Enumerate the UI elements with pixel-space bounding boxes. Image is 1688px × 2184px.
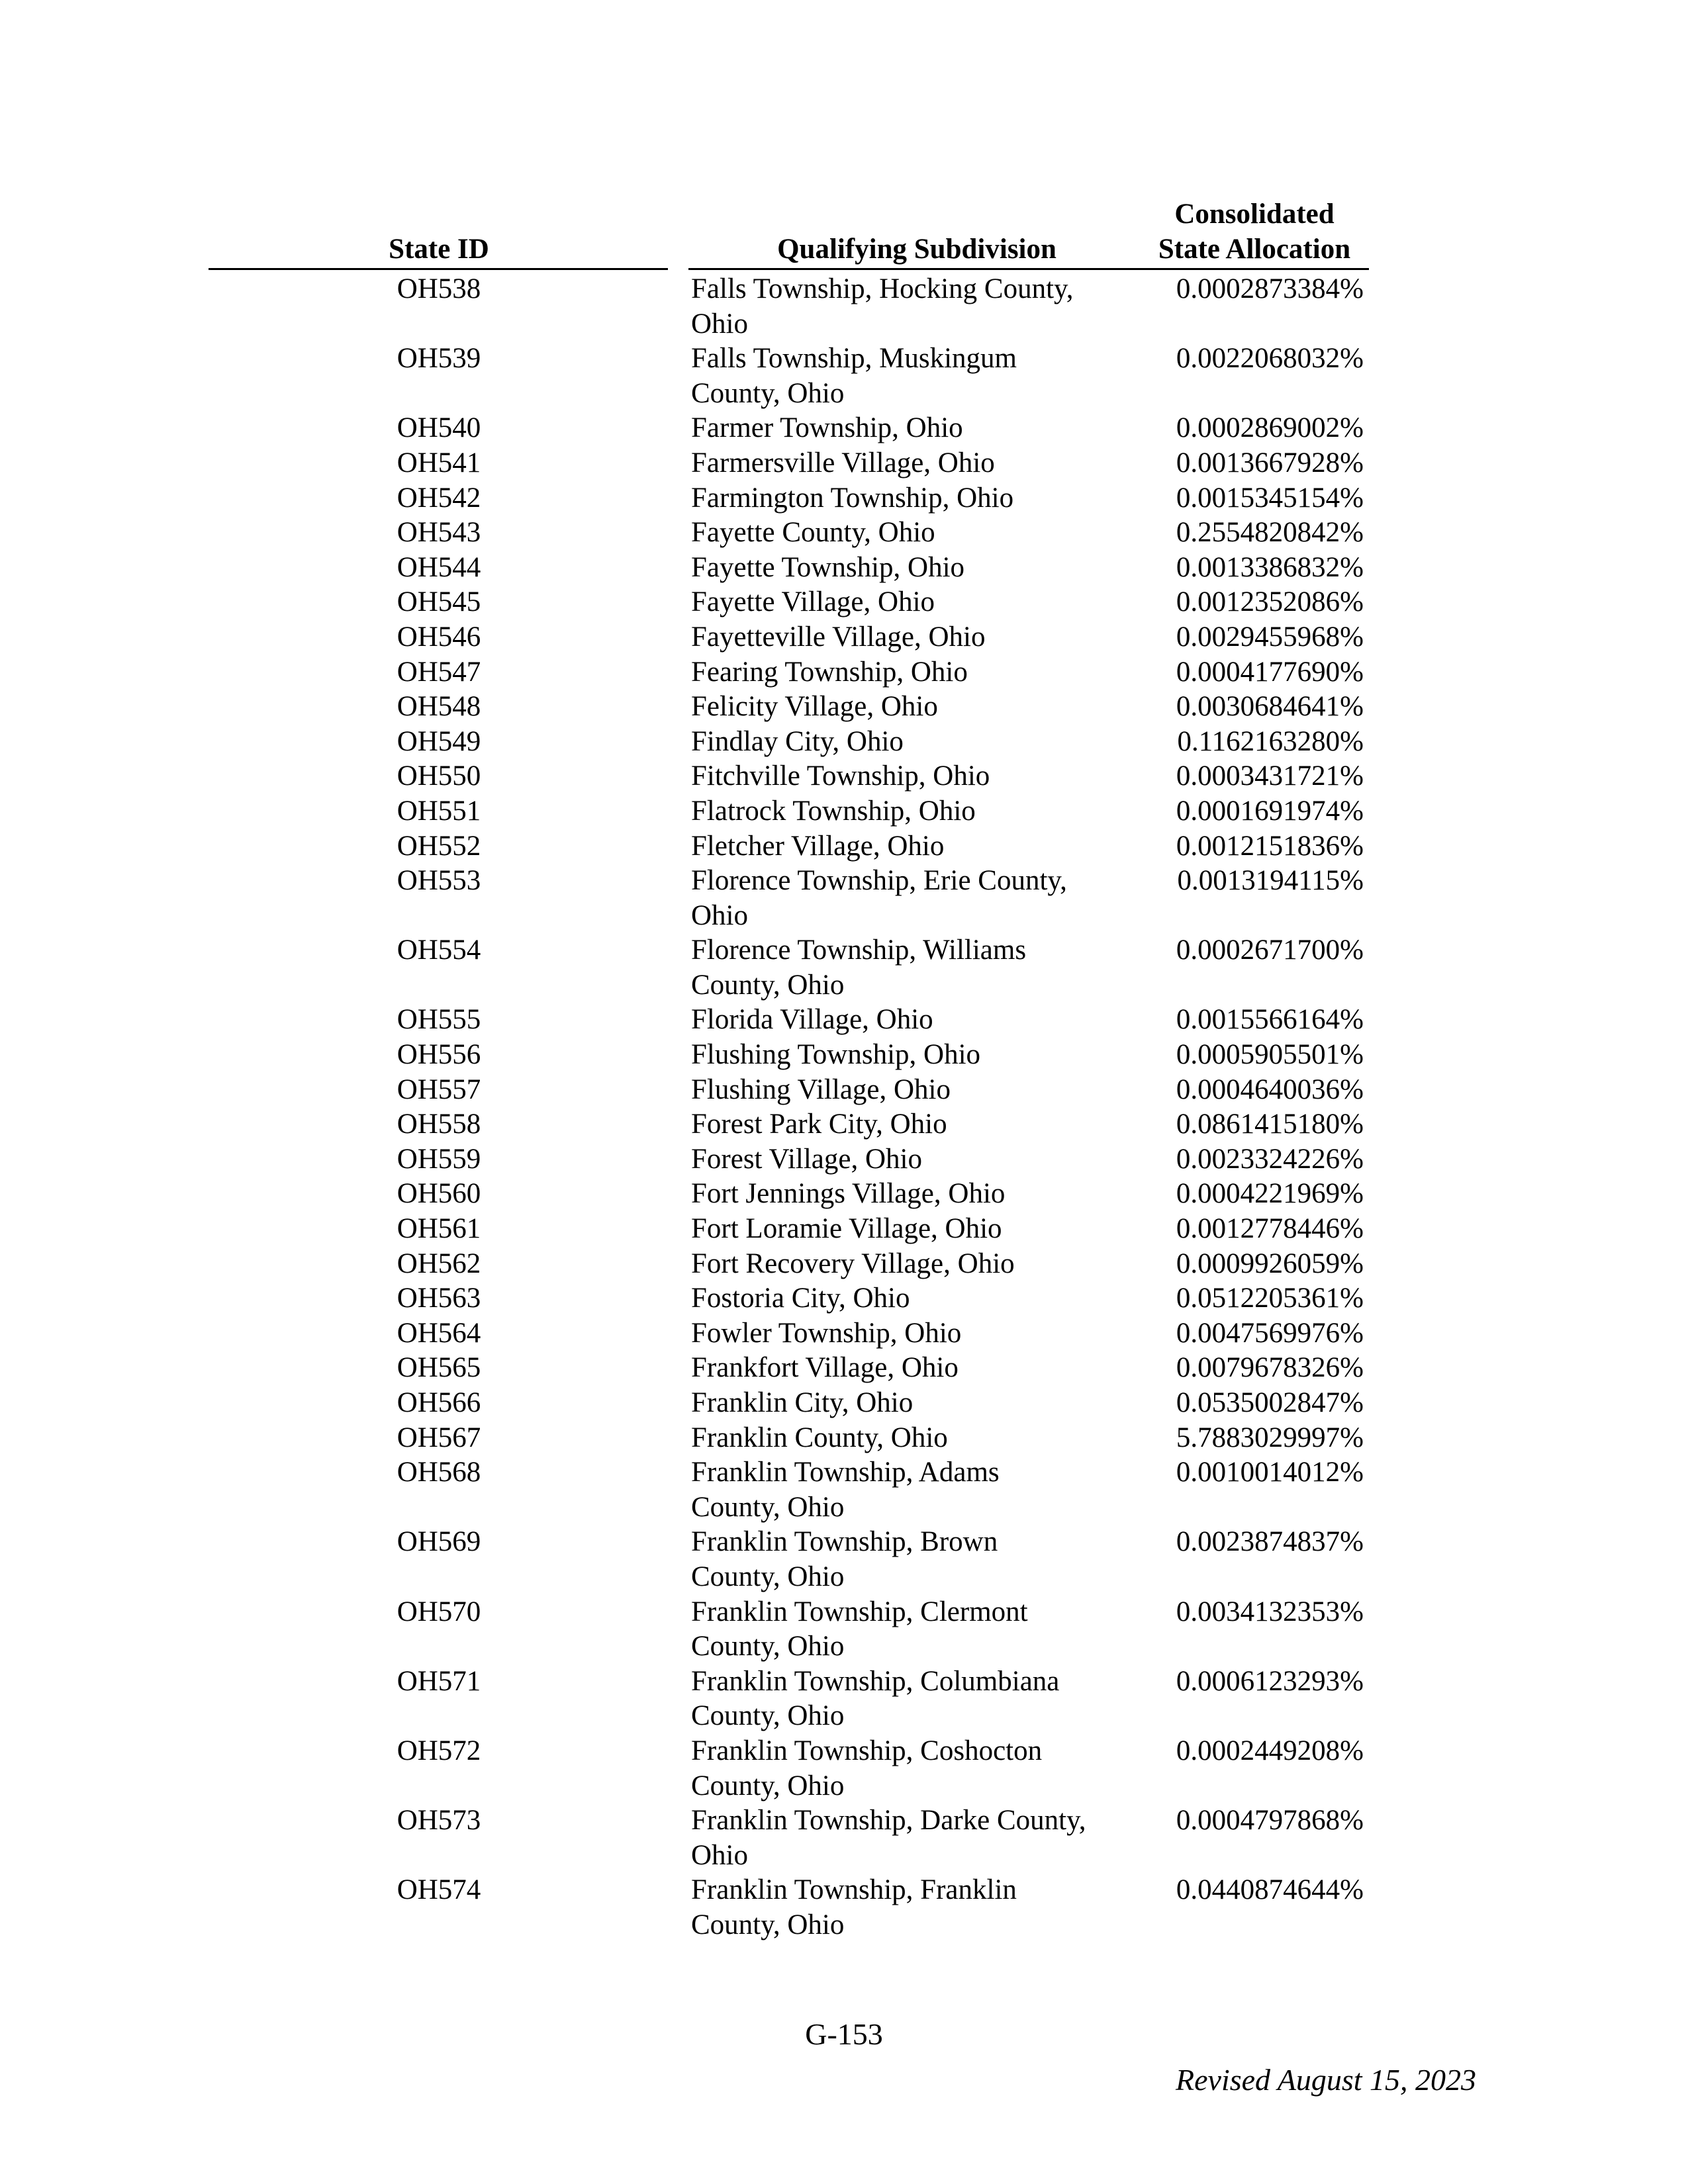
subdivision-cell xyxy=(691,1316,1148,1351)
subdivision-line: Findlay City, Ohio xyxy=(691,725,904,757)
state-id-cell: OH560 xyxy=(397,1178,481,1210)
table-row xyxy=(0,585,1688,620)
table-row xyxy=(0,1803,1688,1873)
allocation-cell: 0.0005905501% xyxy=(1176,1039,1364,1071)
allocation-cell: 0.2554820842% xyxy=(1176,517,1364,549)
allocation-cell: 0.0002873384% xyxy=(1176,273,1364,304)
subdivision-cell xyxy=(691,1525,1148,1594)
table-row xyxy=(0,690,1688,725)
subdivision-line: County, Ohio xyxy=(691,1491,845,1523)
allocation-cell: 0.0512205361% xyxy=(1176,1283,1364,1314)
subdivision-cell xyxy=(691,829,1148,864)
subdivision-line: Ohio xyxy=(691,899,748,931)
state-id-cell: OH541 xyxy=(397,447,481,478)
subdivision-line: Florida Village, Ohio xyxy=(691,1004,933,1036)
allocation-cell: 0.0010014012% xyxy=(1176,1457,1364,1488)
subdivision-cell xyxy=(691,341,1148,411)
state-id-cell: OH550 xyxy=(397,760,481,792)
state-id-cell: OH557 xyxy=(397,1073,481,1105)
state-id-cell: OH559 xyxy=(397,1143,481,1175)
table-row xyxy=(0,655,1688,690)
state-id-cell: OH555 xyxy=(397,1004,481,1036)
revised-date: Revised August 15, 2023 xyxy=(1176,2063,1476,2097)
subdivision-cell xyxy=(691,1351,1148,1386)
state-id-cell: OH574 xyxy=(397,1874,481,1906)
allocation-cell: 0.1162163280% xyxy=(1177,725,1364,757)
allocation-cell: 0.0004797868% xyxy=(1176,1805,1364,1837)
subdivision-line: Franklin City, Ohio xyxy=(691,1387,914,1418)
table-row xyxy=(0,1595,1688,1664)
subdivision-cell xyxy=(691,690,1148,725)
allocation-cell: 0.0004177690% xyxy=(1176,656,1364,688)
subdivision-cell xyxy=(691,1421,1148,1456)
allocation-cell: 0.0004221969% xyxy=(1176,1178,1364,1210)
subdivision-line: Falls Township, Hocking County, xyxy=(691,273,1074,304)
subdivision-line: Forest Village, Ohio xyxy=(691,1143,922,1175)
subdivision-line: County, Ohio xyxy=(691,377,845,409)
allocation-cell: 0.0535002847% xyxy=(1176,1387,1364,1418)
subdivision-line: Fort Recovery Village, Ohio xyxy=(691,1248,1015,1279)
state-id-cell: OH568 xyxy=(397,1457,481,1488)
subdivision-line: Franklin Township, Columbiana xyxy=(691,1665,1060,1697)
subdivision-cell xyxy=(691,1107,1148,1142)
page-number: G-153 xyxy=(805,2017,883,2051)
subdivision-line: Farmersville Village, Ohio xyxy=(691,447,995,478)
table-row xyxy=(0,446,1688,481)
state-id-cell: OH570 xyxy=(397,1596,481,1627)
allocation-cell: 0.0002869002% xyxy=(1176,412,1364,444)
subdivision-line: Fletcher Village, Ohio xyxy=(691,830,945,862)
subdivision-line: Flatrock Township, Ohio xyxy=(691,795,976,827)
subdivision-line: Franklin Township, Adams xyxy=(691,1457,1000,1488)
table-row xyxy=(0,551,1688,586)
subdivision-line: Farmington Township, Ohio xyxy=(691,482,1014,514)
subdivision-line: County, Ohio xyxy=(691,1561,845,1592)
table-row xyxy=(0,1142,1688,1177)
table-row xyxy=(0,725,1688,760)
table-row xyxy=(0,1455,1688,1525)
state-id-cell: OH554 xyxy=(397,934,481,966)
state-id-cell: OH563 xyxy=(397,1283,481,1314)
subdivision-line: Florence Township, Erie County, xyxy=(691,865,1067,897)
subdivision-line: Felicity Village, Ohio xyxy=(691,691,938,723)
subdivision-line: Franklin Township, Franklin xyxy=(691,1874,1017,1906)
subdivision-line: County, Ohio xyxy=(691,1909,845,1940)
state-id-cell: OH549 xyxy=(397,725,481,757)
subdivision-line: Fearing Township, Ohio xyxy=(691,656,968,688)
subdivision-cell xyxy=(691,620,1148,655)
table-row xyxy=(0,1525,1688,1594)
header-state-id: State ID xyxy=(389,234,489,265)
state-id-cell: OH545 xyxy=(397,586,481,618)
state-id-cell: OH551 xyxy=(397,795,481,827)
state-id-cell: OH539 xyxy=(397,343,481,375)
subdivision-cell xyxy=(691,1212,1148,1247)
table-row xyxy=(0,1873,1688,1942)
allocation-cell: 0.0079678326% xyxy=(1176,1352,1364,1384)
table-row xyxy=(0,1212,1688,1247)
subdivision-line: Fitchville Township, Ohio xyxy=(691,760,990,792)
allocation-cell: 0.0012151836% xyxy=(1176,830,1364,862)
state-id-cell: OH566 xyxy=(397,1387,481,1418)
table-row xyxy=(0,1316,1688,1351)
state-id-cell: OH558 xyxy=(397,1109,481,1140)
table-row xyxy=(0,864,1688,933)
subdivision-line: Fayetteville Village, Ohio xyxy=(691,621,986,653)
table-row xyxy=(0,1038,1688,1073)
subdivision-line: Fowler Township, Ohio xyxy=(691,1317,962,1349)
subdivision-cell xyxy=(691,411,1148,446)
subdivision-cell xyxy=(691,933,1148,1003)
state-id-cell: OH540 xyxy=(397,412,481,444)
table-row xyxy=(0,1247,1688,1282)
subdivision-cell xyxy=(691,1803,1148,1873)
table-row xyxy=(0,1073,1688,1108)
state-id-cell: OH571 xyxy=(397,1665,481,1697)
subdivision-line: Fayette Township, Ohio xyxy=(691,551,965,583)
state-id-cell: OH561 xyxy=(397,1213,481,1245)
allocation-cell: 0.0013386832% xyxy=(1176,551,1364,583)
table-row xyxy=(0,272,1688,341)
table-row xyxy=(0,341,1688,411)
allocation-cell: 0.0009926059% xyxy=(1176,1248,1364,1279)
subdivision-cell xyxy=(691,1734,1148,1803)
state-id-cell: OH553 xyxy=(397,865,481,897)
state-id-cell: OH544 xyxy=(397,551,481,583)
subdivision-line: County, Ohio xyxy=(691,1770,845,1801)
header-rule-state-id xyxy=(209,268,668,270)
subdivision-line: County, Ohio xyxy=(691,969,845,1001)
subdivision-cell xyxy=(691,1664,1148,1734)
subdivision-cell xyxy=(691,725,1148,760)
subdivision-line: Farmer Township, Ohio xyxy=(691,412,963,444)
state-id-cell: OH548 xyxy=(397,691,481,723)
subdivision-cell xyxy=(691,1281,1148,1316)
allocation-cell: 0.0013667928% xyxy=(1176,447,1364,478)
allocation-cell: 0.0012352086% xyxy=(1176,586,1364,618)
state-id-cell: OH538 xyxy=(397,273,481,304)
table-row xyxy=(0,1386,1688,1421)
subdivision-cell xyxy=(691,864,1148,933)
table-row xyxy=(0,794,1688,829)
subdivision-cell xyxy=(691,551,1148,586)
table-row xyxy=(0,1421,1688,1456)
subdivision-line: Fayette County, Ohio xyxy=(691,517,935,549)
table-row xyxy=(0,933,1688,1003)
subdivision-line: Franklin Township, Clermont xyxy=(691,1596,1028,1627)
subdivision-cell xyxy=(691,1595,1148,1664)
state-id-cell: OH552 xyxy=(397,830,481,862)
subdivision-line: Fort Loramie Village, Ohio xyxy=(691,1213,1002,1245)
table-row xyxy=(0,481,1688,516)
state-id-cell: OH564 xyxy=(397,1317,481,1349)
allocation-cell: 0.0004640036% xyxy=(1176,1073,1364,1105)
subdivision-line: Florence Township, Williams xyxy=(691,934,1027,966)
subdivision-cell xyxy=(691,655,1148,690)
subdivision-line: Ohio xyxy=(691,308,748,340)
subdivision-cell xyxy=(691,1003,1148,1038)
table-row xyxy=(0,1664,1688,1734)
allocation-cell: 0.0015566164% xyxy=(1176,1004,1364,1036)
state-id-cell: OH567 xyxy=(397,1422,481,1453)
allocation-cell: 0.0012778446% xyxy=(1176,1213,1364,1245)
state-id-cell: OH543 xyxy=(397,517,481,549)
subdivision-line: Franklin Township, Coshocton xyxy=(691,1735,1043,1766)
allocation-cell: 5.7883029997% xyxy=(1176,1422,1364,1453)
subdivision-cell xyxy=(691,1073,1148,1108)
allocation-cell: 0.0029455968% xyxy=(1176,621,1364,653)
subdivision-line: Franklin Township, Darke County, xyxy=(691,1805,1086,1837)
table-row xyxy=(0,1351,1688,1386)
allocation-cell: 0.0002671700% xyxy=(1176,934,1364,966)
allocation-cell: 0.0003431721% xyxy=(1176,760,1364,792)
header-rule-allocation xyxy=(1147,268,1369,270)
subdivision-line: Falls Township, Muskingum xyxy=(691,343,1017,375)
state-id-cell: OH556 xyxy=(397,1039,481,1071)
table-row xyxy=(0,1003,1688,1038)
allocation-table xyxy=(0,272,1688,1943)
subdivision-line: Frankfort Village, Ohio xyxy=(691,1352,959,1384)
subdivision-line: Flushing Village, Ohio xyxy=(691,1073,951,1105)
subdivision-line: Ohio xyxy=(691,1839,748,1871)
allocation-cell: 0.0006123293% xyxy=(1176,1665,1364,1697)
subdivision-cell xyxy=(691,585,1148,620)
subdivision-cell xyxy=(691,1386,1148,1421)
table-row xyxy=(0,516,1688,551)
state-id-cell: OH573 xyxy=(397,1805,481,1837)
allocation-cell: 0.0013194115% xyxy=(1177,865,1364,897)
allocation-cell: 0.0034132353% xyxy=(1176,1596,1364,1627)
state-id-cell: OH569 xyxy=(397,1526,481,1558)
header-allocation-line2: State Allocation xyxy=(1158,234,1351,265)
allocation-cell: 0.0023874837% xyxy=(1176,1526,1364,1558)
table-row xyxy=(0,1177,1688,1212)
state-id-cell: OH547 xyxy=(397,656,481,688)
table-row xyxy=(0,1107,1688,1142)
table-row xyxy=(0,829,1688,864)
allocation-cell: 0.0023324226% xyxy=(1176,1143,1364,1175)
state-id-cell: OH565 xyxy=(397,1352,481,1384)
subdivision-line: Forest Park City, Ohio xyxy=(691,1109,947,1140)
allocation-cell: 0.0015345154% xyxy=(1176,482,1364,514)
subdivision-line: Fostoria City, Ohio xyxy=(691,1283,910,1314)
header-rule-subdivision xyxy=(688,268,1147,270)
table-row xyxy=(0,620,1688,655)
table-row xyxy=(0,1281,1688,1316)
allocation-cell: 0.0047569976% xyxy=(1176,1317,1364,1349)
subdivision-line: Fayette Village, Ohio xyxy=(691,586,935,618)
header-qualifying-subdivision: Qualifying Subdivision xyxy=(777,234,1056,265)
state-id-cell: OH572 xyxy=(397,1735,481,1766)
subdivision-cell xyxy=(691,1038,1148,1073)
subdivision-cell xyxy=(691,759,1148,794)
allocation-cell: 0.0030684641% xyxy=(1176,691,1364,723)
subdivision-cell xyxy=(691,1455,1148,1525)
subdivision-cell xyxy=(691,1247,1148,1282)
subdivision-line: County, Ohio xyxy=(691,1631,845,1662)
allocation-cell: 0.0001691974% xyxy=(1176,795,1364,827)
subdivision-cell xyxy=(691,272,1148,341)
state-id-cell: OH562 xyxy=(397,1248,481,1279)
subdivision-line: Flushing Township, Ohio xyxy=(691,1039,981,1071)
subdivision-cell xyxy=(691,1142,1148,1177)
subdivision-cell xyxy=(691,481,1148,516)
allocation-cell: 0.0002449208% xyxy=(1176,1735,1364,1766)
subdivision-line: Franklin County, Ohio xyxy=(691,1422,948,1453)
subdivision-cell xyxy=(691,794,1148,829)
subdivision-cell xyxy=(691,446,1148,481)
allocation-cell: 0.0861415180% xyxy=(1176,1109,1364,1140)
table-row xyxy=(0,411,1688,446)
subdivision-line: County, Ohio xyxy=(691,1700,845,1732)
subdivision-cell xyxy=(691,1873,1148,1942)
subdivision-line: Franklin Township, Brown xyxy=(691,1526,998,1558)
state-id-cell: OH542 xyxy=(397,482,481,514)
table-row xyxy=(0,1734,1688,1803)
subdivision-line: Fort Jennings Village, Ohio xyxy=(691,1178,1006,1210)
allocation-cell: 0.0022068032% xyxy=(1176,343,1364,375)
subdivision-cell xyxy=(691,516,1148,551)
state-id-cell: OH546 xyxy=(397,621,481,653)
allocation-cell: 0.0440874644% xyxy=(1176,1874,1364,1906)
table-row xyxy=(0,759,1688,794)
header-allocation-line1: Consolidated xyxy=(1174,199,1335,230)
subdivision-cell xyxy=(691,1177,1148,1212)
